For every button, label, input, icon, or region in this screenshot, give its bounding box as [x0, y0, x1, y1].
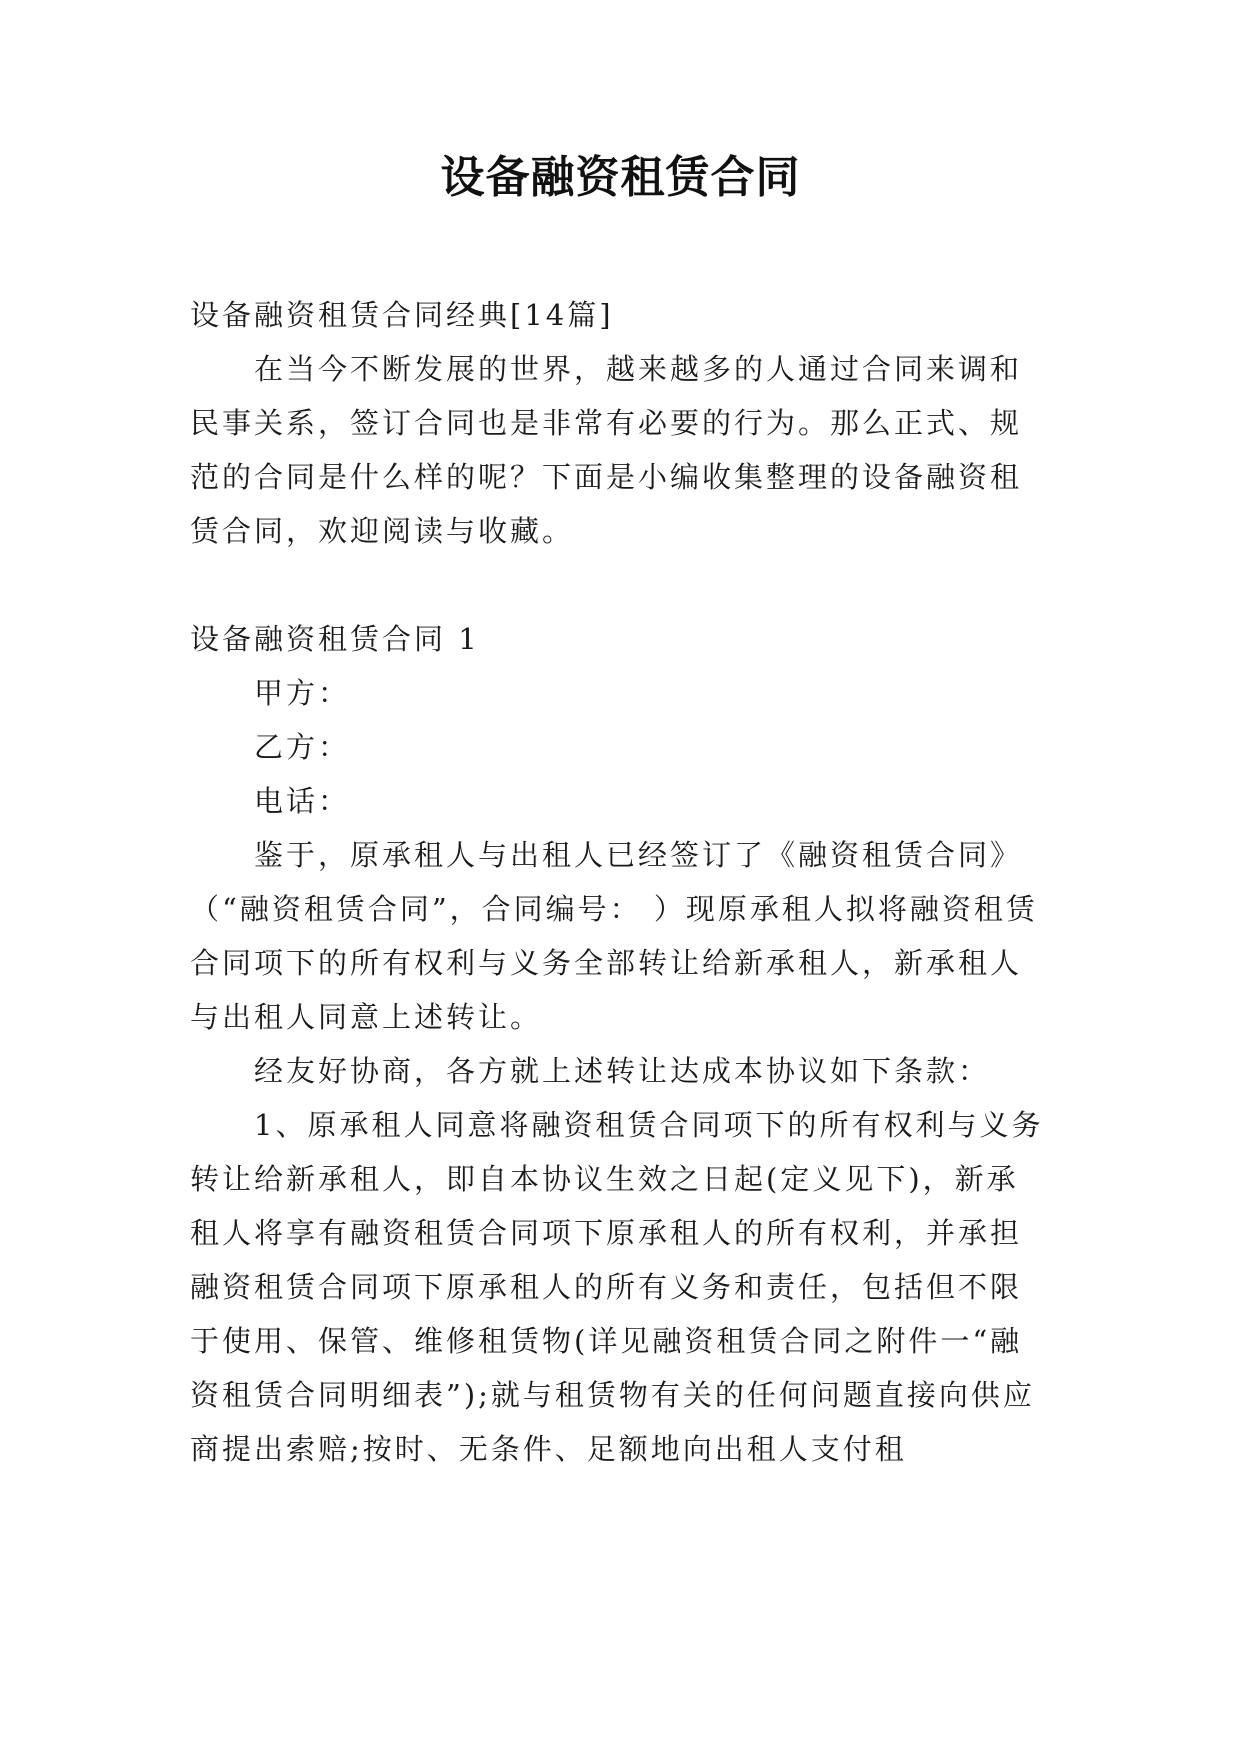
clause-1-paragraph: 1、原承租人同意将融资租赁合同项下的所有权利与义务转让给新承租人，即自本协议生效之日起(定义见下)，新承租人将享有融资租赁合同项下原承租人的所有权利，并承担融资租赁合同项下原承租人的所有义务和责任，包括但不限于使用、保管、维修租赁物(详见融资租赁合同之附件一“融资租赁合同明细表”);就与租赁物有关的任何问题直接向供应商提出索赔;按时、无条件、足额地向出租人支付租: [190, 1108, 1044, 1466]
agreement-paragraph: 经友好协商，各方就上述转让达成本协议如下条款：: [254, 1054, 991, 1088]
intro-paragraph: 在当今不断发展的世界，越来越多的人通过合同来调和民事关系，签订合同也是非常有必要的行为。那么正式、规范的合同是什么样的呢？下面是小编收集整理的设备融资租赁合同，欢迎阅读与收藏。: [190, 352, 1023, 548]
document-body: [190, 288, 1050, 1476]
party-a-line: 甲方：: [254, 676, 351, 710]
document-title: 设备融资租赁合同: [440, 152, 801, 203]
section-heading: 设备融资租赁合同 1: [190, 622, 480, 656]
whereas-paragraph: 鉴于，原承租人与出租人已经签订了《融资租赁合同》（“融资租赁合同”，合同编号： ）现原承租人拟将融资租赁合同项下的所有权利与义务全部转让给新承租人，新承租人与出租人同意上述转让。: [190, 838, 1038, 1034]
phone-line: 电话：: [254, 784, 351, 818]
document-subtitle: 设备融资租赁合同经典[14篇]: [190, 298, 614, 332]
party-b-line: 乙方：: [254, 730, 351, 764]
